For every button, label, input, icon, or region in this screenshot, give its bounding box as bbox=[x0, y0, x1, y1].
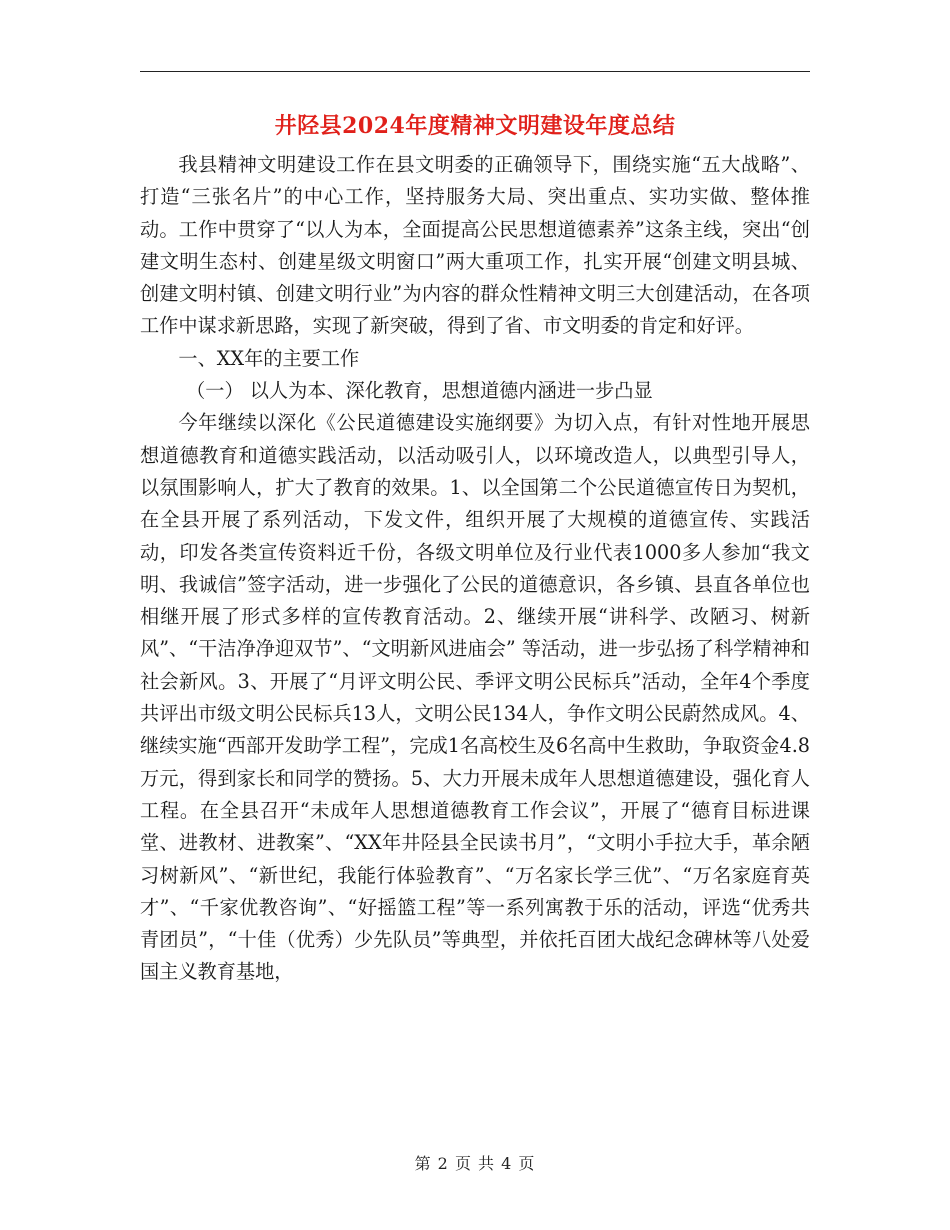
document-title: 井陉县2024年度精神文明建设年度总结 bbox=[274, 113, 676, 139]
body-paragraph: 今年继续以深化《公民道德建设实施纲要》为切入点，有针对性地开展思想道德教育和道德实践活动，以活动吸引人，以环境改造人，以典型引导人，以氛围影响人，扩大了教育的效果。1、以全国第二个公民道德宣传日为契机，在全县开展了系列活动，下发文件，组织开展了大规模的道德宣传、实践活动，印发各类宣传资料近千份，各级文明单位及行业代表1000多人参加“我文明、我诚信”签字活动，进一步强化了公民的道德意识，各乡镇、县直各单位也相继开展了形式多样的宣传教育活动。2、继续开展“讲科学、改陋习、树新风”、“干洁净净迎双节”、“文明新风进庙会” 等活动，进一步弘扬了科学精神和社会新风。3、开展了“月评文明公民、季评文明公民标兵”活动，全年4个季度共评出市级文明公民标兵13人，文明公民134人，争作文明公民蔚然成风。4、继续实施“西部开发助学工程”，完成1名高校生及6名高中生救助，争取资金4.8万元，得到家长和同学的赞扬。5、大力开展未成年人思想道德建设，强化育人工程。在全县召开“未成年人思想道德教育工作会议”，开展了“德育目标进课堂、进教材、进教案”、“XX年井陉县全民读书月”，“文明小手拉大手，革余陋习树新风”、“新世纪，我能行体验教育”、“万名家长学三优”、“万名家庭育英才”、“千家优教咨询”、“好摇篮工程”等一系列寓教于乐的活动，评选“优秀共青团员”，“十佳（优秀）少先队员”等典型，并依托百团大战纪念碑林等八处爱国主义教育基地， bbox=[140, 411, 810, 984]
intro-paragraph: 我县精神文明建设工作在县文明委的正确领导下，围绕实施“五大战略”、打造“三张名片”的中心工作，坚持服务大局、突出重点、实功实做、整体推动。工作中贯穿了“以人为本，全面提高公民思想道德素养”这条主线，突出“创建文明生态村、创建星级文明窗口”两大重项工作，扎实开展“创建文明县城、创建文明村镇、创建文明行业”为内容的群众性精神文明三大创建活动，在各项工作中谋求新思路，实现了新突破，得到了省、市文明委的肯定和好评。 bbox=[140, 153, 810, 338]
page-number: 第 2 页 共 4 页 bbox=[414, 1154, 536, 1173]
subsection-heading: （一） 以人为本、深化教育，思想道德内涵进一步凸显 bbox=[186, 379, 653, 403]
document-body bbox=[140, 149, 810, 989]
section-heading: 一、XX年的主要工作 bbox=[178, 346, 360, 370]
header-rule bbox=[140, 71, 810, 72]
